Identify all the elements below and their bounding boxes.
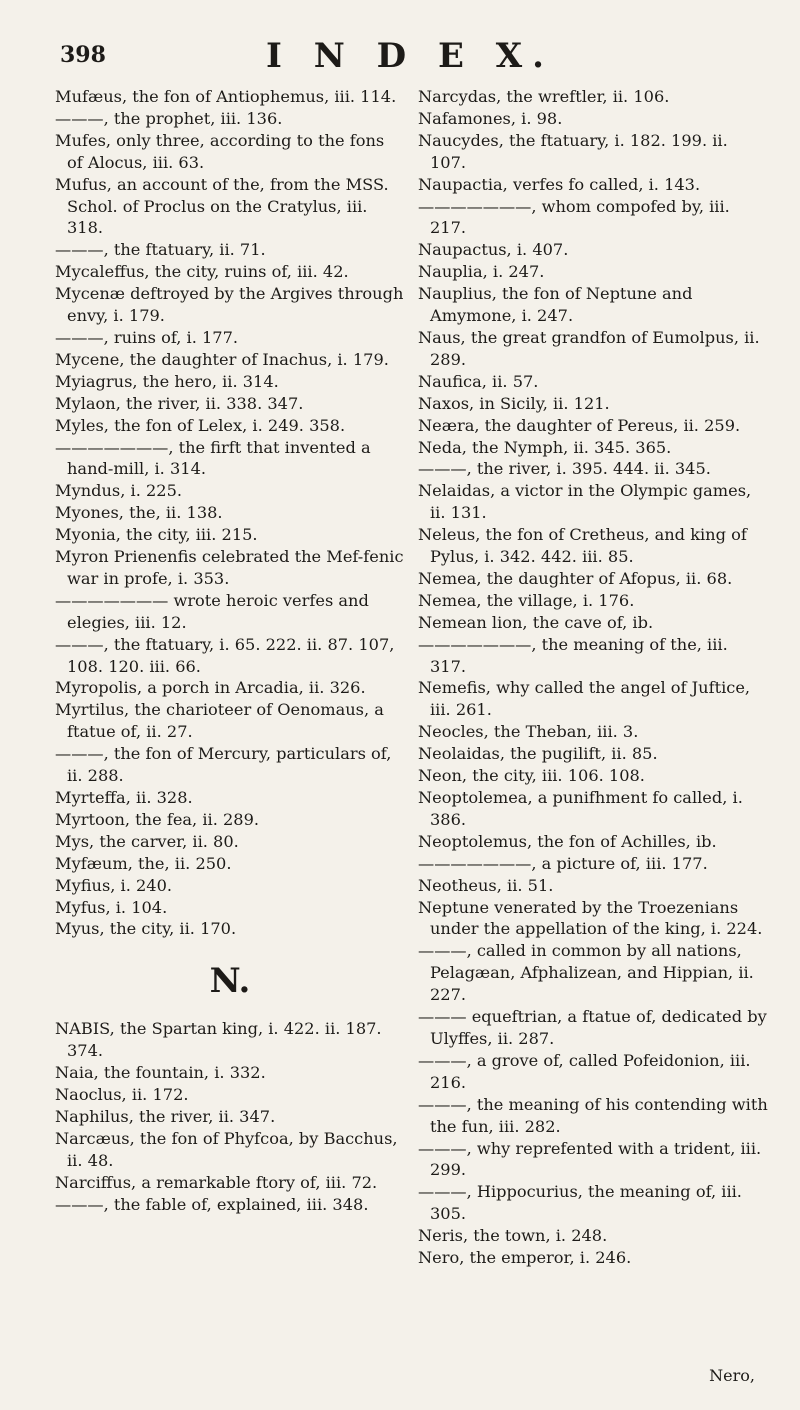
index-entry: Neoptolemea, a punifhment fo called, i. 386. bbox=[418, 788, 743, 829]
index-entry: Nemefis, why called the angel of Juftice, iii. 261. bbox=[418, 678, 751, 720]
index-entry: Mys, the carver, ii. 80. bbox=[55, 831, 239, 851]
index-entry: ———, the prophet, iii. 136. bbox=[55, 108, 283, 128]
index-entry: Neocles, the Theban, iii. 3. bbox=[418, 722, 639, 742]
index-entry: ———, ruins of, i. 177. bbox=[55, 327, 239, 347]
index-entry: Naupactia, verfes fo called, i. 143. bbox=[418, 174, 701, 194]
index-entry: Nelaidas, a victor in the Olympic games, ii. 131. bbox=[418, 481, 752, 523]
page-number: 398 bbox=[60, 42, 106, 68]
index-entry: ———————, the firft that invented a hand-mill, i. 314. bbox=[55, 437, 371, 479]
index-entry: Myrtilus, the charioteer of Oenomaus, a ftatue of, ii. 27. bbox=[55, 700, 384, 742]
index-entry: Nemea, the village, i. 176. bbox=[418, 590, 635, 610]
index-entry: NABIS, the Spartan king, i. 422. ii. 187. 374. bbox=[55, 1019, 382, 1061]
index-entry: Neptune venerated by the Troezenians under the appellation of the king, i. 224. bbox=[418, 897, 763, 939]
index-entry: ———, the ftatuary, i. 65. 222. ii. 87. 107, 108. 120. iii. 66. bbox=[55, 634, 395, 676]
index-entry: Mufæus, the fon of Antiophemus, iii. 114. bbox=[55, 87, 397, 106]
index-entry: ———, the fon of Mercury, particulars of, ii. 288. bbox=[55, 744, 392, 786]
index-entry: Mufes, only three, according to the fons of Alocus, iii. 63. bbox=[55, 130, 385, 172]
left-entries bbox=[55, 86, 405, 940]
index-entry: Neæra, the daughter of Pereus, ii. 259. bbox=[418, 415, 741, 435]
right-column bbox=[418, 86, 768, 1269]
index-entry: Neleus, the fon of Cretheus, and king of Pylus, i. 342. 442. iii. 85. bbox=[418, 525, 747, 567]
index-entry: Naus, the great grandfon of Eumolpus, ii. 289. bbox=[418, 327, 760, 369]
index-entry: Neolaidas, the pugilift, ii. 85. bbox=[418, 744, 658, 764]
left-entries-n bbox=[55, 1018, 405, 1215]
index-entry: Mycene, the daughter of Inachus, i. 179. bbox=[55, 349, 389, 369]
index-entry: Myus, the city, ii. 170. bbox=[55, 919, 237, 939]
index-entry: Myropolis, a porch in Arcadia, ii. 326. bbox=[55, 678, 366, 698]
index-entry: ———, the river, i. 395. 444. ii. 345. bbox=[418, 459, 711, 479]
index-entry: ———, a grove of, called Pofeidonion, iii. 216. bbox=[418, 1050, 751, 1092]
index-entry: Naphilus, the river, ii. 347. bbox=[55, 1106, 276, 1126]
section-letter: N. bbox=[209, 961, 251, 1002]
index-entry: Myfus, i. 104. bbox=[55, 897, 168, 917]
index-entry: ———, called in common by all nations, Pelagæan, Afphalizean, and Hippian, ii. 227. bbox=[418, 941, 754, 1005]
index-entry: Mycenæ deftroyed by the Argives through envy, i. 179. bbox=[55, 284, 404, 326]
index-entry: Myrtoon, the fea, ii. 289. bbox=[55, 809, 260, 829]
index-entry: Neoptolemus, the fon of Achilles, ib. bbox=[418, 831, 717, 851]
index-entry: Naia, the fountain, i. 332. bbox=[55, 1063, 266, 1083]
catchword: Nero, bbox=[709, 1366, 755, 1385]
index-entry: ———, Hippocurius, the meaning of, iii. 305. bbox=[418, 1182, 742, 1224]
index-entry: Naupactus, i. 407. bbox=[418, 240, 569, 260]
index-entry: ———————, the meaning of the, iii. 317. bbox=[418, 634, 728, 676]
index-entry: Naucydes, the ftatuary, i. 182. 199. ii. 107. bbox=[418, 130, 728, 172]
index-entry: Neotheus, ii. 51. bbox=[418, 875, 554, 895]
right-entries bbox=[418, 86, 768, 1269]
running-head: I N D E X. bbox=[266, 36, 554, 76]
index-entry: Neon, the city, iii. 106. 108. bbox=[418, 766, 645, 786]
index-entry: Narcæus, the fon of Phyfcoa, by Bacchus, ii. 48. bbox=[55, 1128, 398, 1170]
index-entry: ———————, a picture of, iii. 177. bbox=[418, 853, 708, 873]
index-entry: Mylaon, the river, ii. 338. 347. bbox=[55, 393, 304, 413]
index-entry: Neda, the Nymph, ii. 345. 365. bbox=[418, 437, 672, 457]
index-entry: Neris, the town, i. 248. bbox=[418, 1226, 608, 1246]
page-header bbox=[60, 36, 760, 86]
index-entry: Myones, the, ii. 138. bbox=[55, 503, 223, 523]
index-entry: Mycaleffus, the city, ruins of, iii. 42. bbox=[55, 262, 349, 282]
left-column bbox=[55, 86, 405, 1216]
index-entry: Naoclus, ii. 172. bbox=[55, 1085, 189, 1105]
index-entry: Nero, the emperor, i. 246. bbox=[418, 1248, 632, 1268]
index-entry: Myron Prienenfis celebrated the Mef-fenic war in profe, i. 353. bbox=[55, 547, 404, 588]
index-entry: ——————— wrote heroic verfes and elegies, iii. 12. bbox=[55, 590, 369, 632]
index-entry: ———, the fable of, explained, iii. 348. bbox=[55, 1194, 369, 1214]
index-entry: Narciffus, a remarkable ftory of, iii. 72. bbox=[55, 1172, 378, 1192]
index-entry: Myiagrus, the hero, ii. 314. bbox=[55, 371, 279, 391]
index-entry: Nemean lion, the cave of, ib. bbox=[418, 612, 654, 632]
index-entry: Nafamones, i. 98. bbox=[418, 108, 563, 128]
index-entry: ———, the meaning of his contending with the fun, iii. 282. bbox=[418, 1094, 768, 1136]
index-entry: ———, why reprefented with a trident, iii. 299. bbox=[418, 1138, 762, 1180]
index-entry: ———————, whom compofed by, iii. 217. bbox=[418, 196, 730, 238]
index-entry: Myfius, i. 240. bbox=[55, 875, 173, 895]
index-entry: Narcydas, the wreftler, ii. 106. bbox=[418, 87, 670, 106]
index-entry: Nauplius, the fon of Neptune and Amymone, i. 247. bbox=[418, 284, 693, 326]
index-entry: Nemea, the daughter of Afopus, ii. 68. bbox=[418, 568, 733, 588]
index-entry: Nauplia, i. 247. bbox=[418, 262, 545, 282]
index-entry: Myrteffa, ii. 328. bbox=[55, 788, 193, 807]
index-entry: Naxos, in Sicily, ii. 121. bbox=[418, 393, 610, 413]
index-entry: ——— equeftrian, a ftatue of, dedicated by Ulyffes, ii. 287. bbox=[418, 1007, 767, 1048]
index-entry: Myonia, the city, iii. 215. bbox=[55, 525, 258, 545]
index-entry: ———, the ftatuary, ii. 71. bbox=[55, 240, 266, 260]
index-entry: Mufus, an account of the, from the MSS. Schol. of Proclus on the Cratylus, iii. 318. bbox=[55, 174, 389, 238]
index-entry: Naufica, ii. 57. bbox=[418, 371, 539, 391]
index-entry: Myndus, i. 225. bbox=[55, 481, 183, 501]
index-entry: Myles, the fon of Lelex, i. 249. 358. bbox=[55, 415, 346, 435]
index-entry: Myfæum, the, ii. 250. bbox=[55, 853, 232, 873]
